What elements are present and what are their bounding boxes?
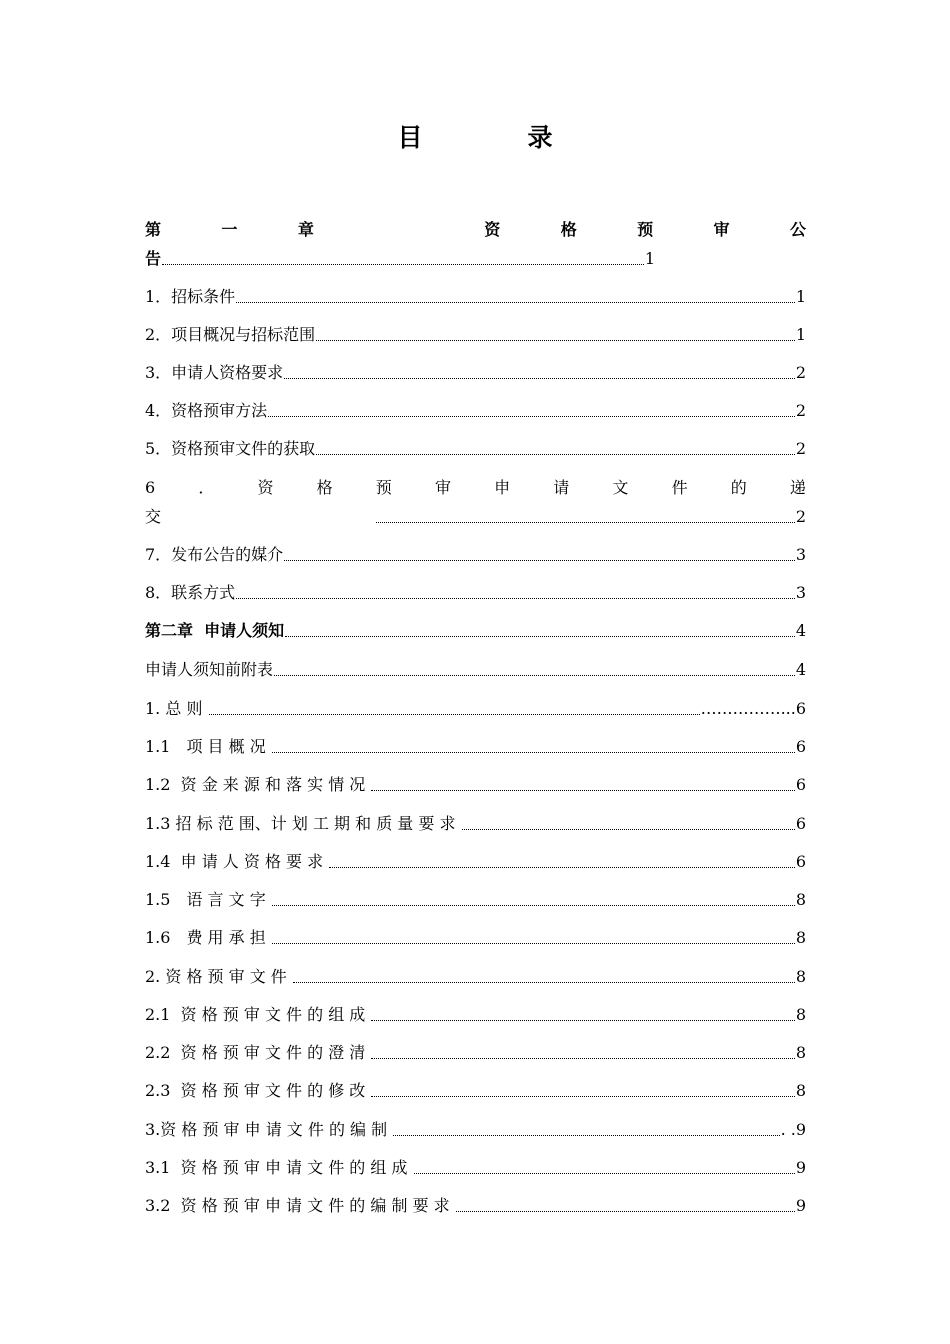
toc-entry[interactable] bbox=[145, 1156, 806, 1180]
toc-char: 公 bbox=[789, 220, 806, 239]
toc-entry[interactable] bbox=[145, 1194, 806, 1218]
dot-leader bbox=[456, 1210, 795, 1212]
toc-label: 1.5 语 言 文 字 bbox=[145, 890, 271, 909]
toc-page: ……………...6 bbox=[700, 699, 806, 718]
toc-char: 文 bbox=[612, 478, 629, 497]
toc-page: 3 bbox=[795, 545, 806, 564]
dot-leader bbox=[376, 521, 795, 523]
toc-label: 3．申请人资格要求 bbox=[145, 363, 284, 382]
toc-char: 预 bbox=[637, 220, 654, 239]
toc-entry[interactable] bbox=[145, 323, 806, 347]
toc-label: 1.6 费 用 承 担 bbox=[145, 928, 271, 947]
toc-page: 2 bbox=[795, 401, 806, 420]
toc-char: 资 bbox=[257, 478, 274, 497]
toc-char: ． bbox=[198, 478, 215, 497]
dot-leader bbox=[414, 1172, 795, 1174]
dot-leader bbox=[209, 713, 700, 715]
toc-page: 2 bbox=[795, 439, 806, 458]
toc-label: 2. 资 格 预 审 文 件 bbox=[145, 967, 292, 986]
toc-label: 申请人须知前附表 bbox=[145, 660, 274, 679]
toc-label: 3.2 资 格 预 审 申 请 文 件 的 编 制 要 求 bbox=[145, 1196, 455, 1215]
toc-char: 第 bbox=[145, 220, 162, 239]
toc-label: 1.4 申 请 人 资 格 要 求 bbox=[145, 852, 329, 871]
dot-leader bbox=[285, 635, 795, 637]
toc-char: 格 bbox=[560, 220, 577, 239]
dot-leader bbox=[236, 301, 795, 303]
toc-label: 8．联系方式 bbox=[145, 583, 236, 602]
toc-chapter-2[interactable] bbox=[145, 619, 806, 643]
toc-entry[interactable] bbox=[145, 850, 806, 874]
toc-entry-6-line1 bbox=[145, 476, 806, 500]
toc-page: 1 bbox=[644, 249, 655, 268]
page-title: 目 录 bbox=[397, 123, 593, 152]
toc-char: 预 bbox=[375, 478, 392, 497]
toc-label: 5．资格预审文件的获取 bbox=[145, 439, 316, 458]
toc-page: 8 bbox=[795, 967, 806, 986]
toc-page: 4 bbox=[795, 621, 806, 640]
toc-chapter-1-line2[interactable] bbox=[145, 247, 655, 271]
toc-entry[interactable] bbox=[145, 735, 806, 759]
toc-entry[interactable] bbox=[145, 361, 806, 385]
toc-char: 的 bbox=[730, 478, 747, 497]
dot-leader bbox=[316, 339, 795, 341]
toc-label: 2.3 资 格 预 审 文 件 的 修 改 bbox=[145, 1081, 371, 1100]
toc-entry[interactable] bbox=[145, 1041, 806, 1065]
toc-page: 2 bbox=[795, 363, 806, 382]
toc-page: 4 bbox=[795, 660, 806, 679]
toc-char: 格 bbox=[316, 478, 333, 497]
toc-entry[interactable] bbox=[145, 812, 806, 836]
toc-page: 2 bbox=[795, 507, 806, 526]
toc-char: 件 bbox=[671, 478, 688, 497]
toc-label: 3.1 资 格 预 审 申 请 文 件 的 组 成 bbox=[145, 1158, 413, 1177]
toc-page: 6 bbox=[795, 814, 806, 833]
toc-page: 8 bbox=[795, 1005, 806, 1024]
toc-page: 3 bbox=[795, 583, 806, 602]
toc-char: 审 bbox=[713, 220, 730, 239]
toc-label: 2.1 资 格 预 审 文 件 的 组 成 bbox=[145, 1005, 371, 1024]
toc-page: 8 bbox=[795, 1081, 806, 1100]
toc-label: 2．项目概况与招标范围 bbox=[145, 325, 316, 344]
toc-entry[interactable] bbox=[145, 773, 806, 797]
toc-entry[interactable] bbox=[145, 581, 806, 605]
toc-entry[interactable] bbox=[145, 697, 806, 721]
dot-leader bbox=[274, 674, 795, 676]
toc-entry[interactable] bbox=[145, 1003, 806, 1027]
toc-page: 8 bbox=[795, 890, 806, 909]
toc-label: 1.1 项 目 概 况 bbox=[145, 737, 271, 756]
toc-page: 6 bbox=[795, 775, 806, 794]
toc-entry[interactable] bbox=[145, 658, 806, 682]
toc-label: 第二章 申请人须知 bbox=[145, 621, 285, 640]
toc-entry-6-line2[interactable] bbox=[145, 505, 806, 529]
dot-leader bbox=[371, 1095, 794, 1097]
toc-char: 资 bbox=[484, 220, 501, 239]
toc-char: 6 bbox=[145, 478, 156, 497]
toc-char: 一 bbox=[221, 220, 238, 239]
toc-label: 1.2 资 金 来 源 和 落 实 情 况 bbox=[145, 775, 371, 794]
toc-label: 1. 总 则 bbox=[145, 699, 208, 718]
dot-leader bbox=[268, 415, 795, 417]
dot-leader bbox=[293, 981, 795, 983]
toc-char: 递 bbox=[789, 478, 806, 497]
dot-leader bbox=[371, 789, 794, 791]
dot-leader bbox=[316, 453, 795, 455]
toc-entry[interactable] bbox=[145, 926, 806, 950]
dot-leader bbox=[371, 1057, 794, 1059]
toc-label: 1．招标条件 bbox=[145, 287, 236, 306]
toc-char: 章 bbox=[297, 220, 314, 239]
toc-label: 1.3 招 标 范 围、计 划 工 期 和 质 量 要 求 bbox=[145, 814, 461, 833]
toc-entry[interactable] bbox=[145, 437, 806, 461]
toc-page: 1 bbox=[795, 287, 806, 306]
toc-label: 3.资 格 预 审 申 请 文 件 的 编 制 bbox=[145, 1120, 393, 1139]
toc-label: 2.2 资 格 预 审 文 件 的 澄 清 bbox=[145, 1043, 371, 1062]
toc-label: 4．资格预审方法 bbox=[145, 401, 268, 420]
toc-page: 8 bbox=[795, 928, 806, 947]
dot-leader bbox=[284, 377, 795, 379]
toc-entry[interactable] bbox=[145, 888, 806, 912]
dot-leader bbox=[284, 559, 795, 561]
toc-char: 请 bbox=[553, 478, 570, 497]
toc-char: 申 bbox=[494, 478, 511, 497]
dot-leader bbox=[462, 828, 795, 830]
toc-entry[interactable] bbox=[145, 1118, 806, 1142]
toc-entry[interactable] bbox=[145, 1079, 806, 1103]
dot-leader bbox=[393, 1134, 779, 1136]
toc-entry[interactable] bbox=[145, 285, 806, 309]
toc-entry[interactable] bbox=[145, 965, 806, 989]
toc-page: . .9 bbox=[780, 1120, 806, 1139]
toc-page: 9 bbox=[795, 1158, 806, 1177]
toc-entry[interactable] bbox=[145, 399, 806, 423]
toc-page: 6 bbox=[795, 852, 806, 871]
toc-label: 告 bbox=[145, 249, 162, 268]
toc-chapter-1-line1 bbox=[145, 218, 806, 242]
dot-leader bbox=[236, 597, 795, 599]
dot-leader bbox=[272, 904, 795, 906]
dot-leader bbox=[329, 866, 795, 868]
toc-page: 8 bbox=[795, 1043, 806, 1062]
toc-entry[interactable] bbox=[145, 543, 806, 567]
toc-page: 9 bbox=[795, 1196, 806, 1215]
toc-label: 7．发布公告的媒介 bbox=[145, 545, 284, 564]
dot-leader bbox=[272, 751, 795, 753]
toc-char: 审 bbox=[434, 478, 451, 497]
toc-page: 1 bbox=[795, 325, 806, 344]
dot-leader bbox=[162, 263, 644, 265]
dot-leader bbox=[272, 942, 795, 944]
toc-page: 6 bbox=[795, 737, 806, 756]
dot-leader bbox=[371, 1019, 794, 1021]
toc-label: 交 bbox=[145, 507, 162, 526]
